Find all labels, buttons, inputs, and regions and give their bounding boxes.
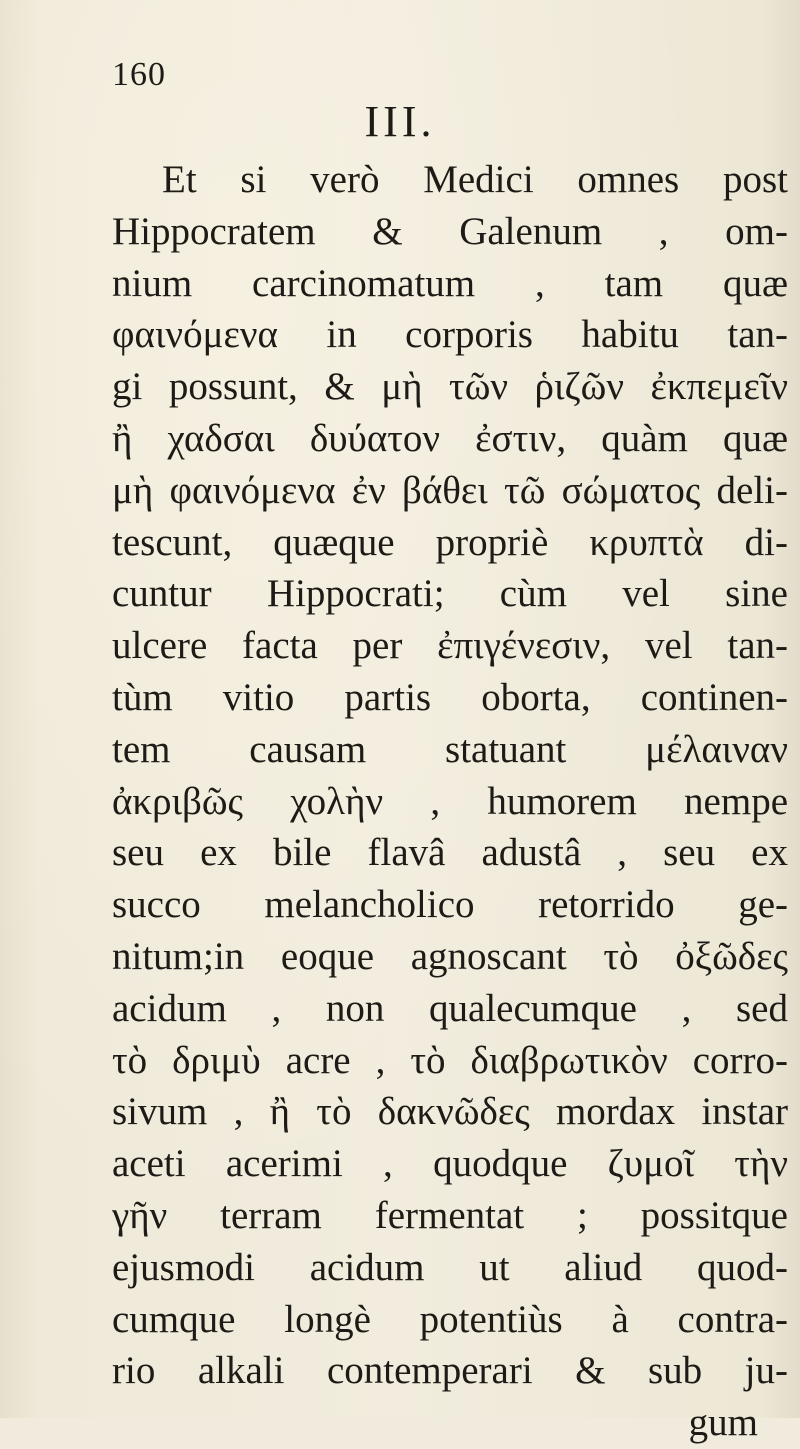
text-line: μὴ φαινόμενα ἐν βάθει τῶ σώματος deli-: [112, 468, 788, 512]
text-line: ἢ χαδσαι δυύατον ἐστιν, quàm quæ: [112, 416, 788, 460]
text-line: gi possunt, & μὴ τῶν ῥιζῶν ἐκπεμεῖν: [112, 365, 788, 409]
text-line: ulcere facta per ἐπιγένεσιν, vel tan-: [112, 624, 788, 668]
text-line: rio alkali contemperari & sub ju-: [112, 1349, 788, 1393]
text-body: [112, 154, 788, 1449]
text-line: γῆν terram fermentat ; possitque: [112, 1193, 788, 1237]
text-line: τὸ δριμὺ acre , τὸ διαβρωτικὸν corro-: [112, 1038, 788, 1082]
text-line: tescunt, quæque propriè κρυπτὰ di-: [112, 520, 788, 564]
text-line: aceti acerimi , quodque ζυμοῖ τὴν: [112, 1142, 788, 1186]
text-line: ejusmodi acidum ut aliud quod-: [112, 1245, 788, 1289]
text-line: tùm vitio partis oborta, continen-: [112, 675, 788, 719]
page-number: 160: [112, 56, 166, 93]
text-line: cumque longè potentiùs à contra-: [112, 1297, 788, 1341]
text-line: acidum , non qualecumque , sed: [112, 986, 788, 1030]
text-line: ἀκριβῶς χολὴν , humorem nempe: [112, 779, 788, 823]
text-line: φαινόμενα in corporis habitu tan-: [112, 313, 788, 357]
catchword: gum: [688, 1401, 758, 1445]
text-line: tem causam statuant μέλαιναν: [112, 727, 788, 771]
text-line: Et si verò Medici omnes post: [162, 158, 788, 201]
text-line: succo melancholico retorrido ge-: [112, 883, 788, 927]
text-line: seu ex bile flavâ adustâ , seu ex: [112, 831, 788, 875]
text-line: cuntur Hippocrati; cùm vel sine: [112, 572, 788, 616]
text-line: nitum;in eoque agnoscant τὸ ὀξῶδες: [112, 934, 788, 978]
section-number: III.: [364, 97, 436, 146]
text-line: sivum , ἢ τὸ δακνῶδες mordax instar: [112, 1090, 788, 1134]
text-line: nium carcinomatum , tam quæ: [112, 261, 788, 305]
text-line: Hippocratem & Galenum , om-: [112, 209, 788, 253]
